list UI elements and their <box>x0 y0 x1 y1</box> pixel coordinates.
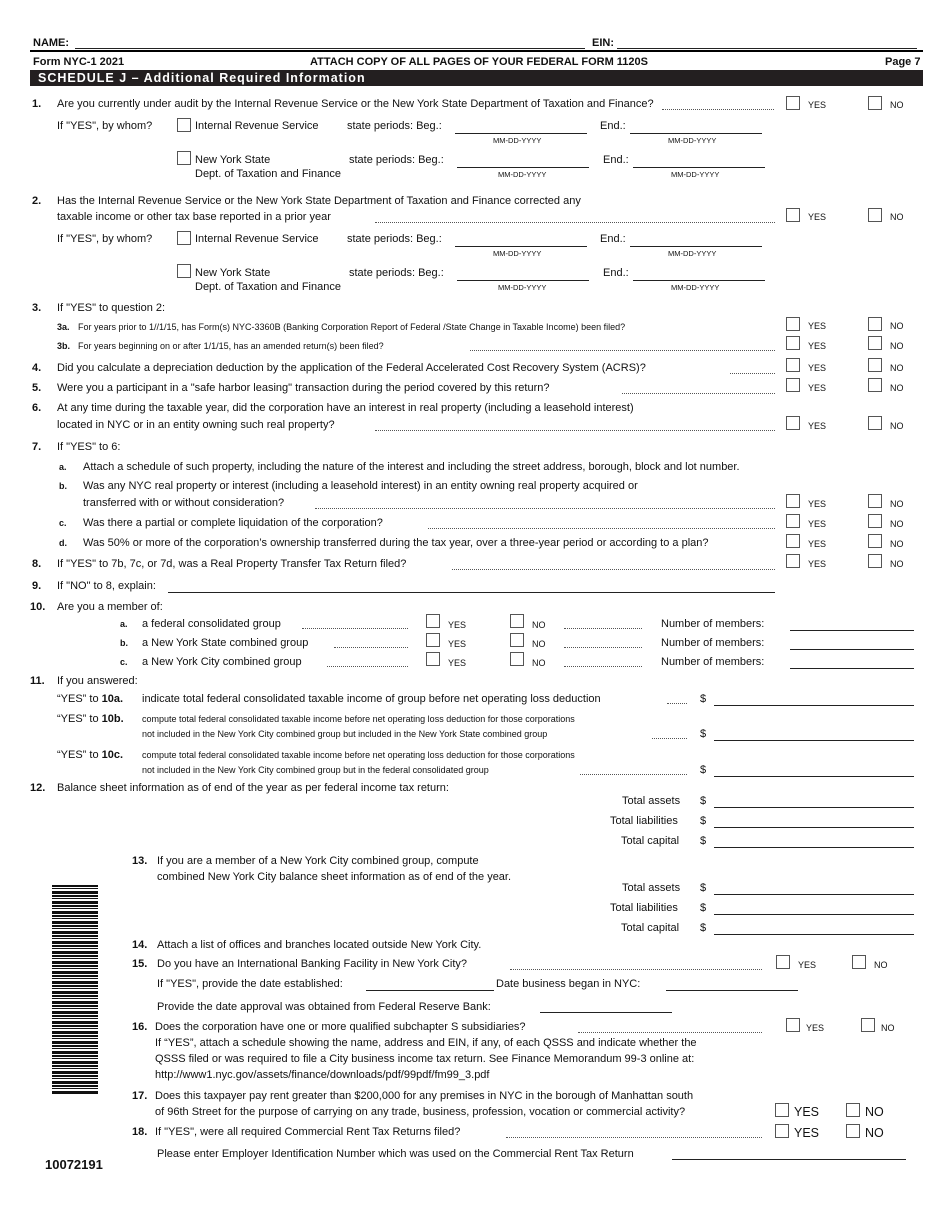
q10c-letter: c. <box>120 657 128 667</box>
q7b-no-checkbox[interactable] <box>868 494 882 508</box>
q1-by-whom: If "YES", by whom? <box>57 120 153 132</box>
q13-text-1: If you are a member of a New York City combined group, compute <box>157 855 479 867</box>
q11b-label: “YES” to 10b. <box>57 713 124 725</box>
q13-assets-label: Total assets <box>622 882 681 894</box>
q2-no-checkbox[interactable] <box>868 208 882 222</box>
q16-detail-2: QSSS filed or was required to file a City business income tax return. See Finance Memorandum 99-3 online at: <box>155 1053 695 1065</box>
q6-text-1: At any time during the taxable year, did the corporation have an interest in real property (including a leasehold interest) <box>57 402 634 414</box>
yes-label: YES <box>808 539 827 549</box>
q9-text: If "NO" to 8, explain: <box>57 580 156 592</box>
q2-text-1: Has the Internal Revenue Service or the New York State Department of Taxation and Finance corrected any <box>57 195 581 207</box>
q10a-letter: a. <box>120 619 128 629</box>
date-format: MM-DD-YYYY <box>668 249 717 258</box>
q2-irs-checkbox[interactable] <box>177 231 191 245</box>
q1-nys-label: New York State <box>195 154 271 166</box>
q7d-letter: d. <box>59 538 67 548</box>
q6-number: 6. <box>32 402 42 414</box>
q10a-no-checkbox[interactable] <box>510 614 524 628</box>
no-label: NO <box>532 658 546 668</box>
q15-approval-field[interactable] <box>540 1012 672 1013</box>
q1-nys-end-date[interactable] <box>633 167 765 168</box>
q3-number: 3. <box>32 302 42 314</box>
q7a-letter: a. <box>59 462 67 472</box>
q8-number: 8. <box>32 558 42 570</box>
leader-dots <box>428 528 775 529</box>
leader-dots <box>452 569 775 570</box>
q10b-members-field[interactable] <box>790 649 914 650</box>
yes-label: YES <box>806 1023 825 1033</box>
q15-approval-label: Provide the date approval was obtained from Federal Reserve Bank: <box>157 1001 491 1013</box>
leader-dots <box>315 508 775 509</box>
q16-detail-1: If “YES”, attach a schedule showing the name, address and EIN, if any, of each QSSS and indicate whether the <box>155 1037 697 1049</box>
q8-text: If "YES" to 7b, 7c, or 7d, was a Real Property Transfer Tax Return filed? <box>57 558 407 570</box>
q10c-text: a New York City combined group <box>142 656 302 668</box>
yes-label: YES <box>798 960 817 970</box>
leader-dots <box>564 666 642 667</box>
q18-text: If "YES", were all required Commercial Rent Tax Returns filed? <box>155 1126 461 1138</box>
q18-number: 18. <box>132 1126 148 1138</box>
q1-irs-checkbox[interactable] <box>177 118 191 132</box>
q10-text: Are you a member of: <box>57 601 163 613</box>
q10a-text: a federal consolidated group <box>142 618 281 630</box>
dollar-sign: $ <box>700 902 707 914</box>
q8-no-checkbox[interactable] <box>868 554 882 568</box>
q10b-no-checkbox[interactable] <box>510 633 524 647</box>
q11-number: 11. <box>30 675 45 687</box>
q13-liabilities-label: Total liabilities <box>610 902 678 914</box>
q13-capital-field[interactable] <box>714 934 914 935</box>
q9-explain-field[interactable] <box>168 592 775 593</box>
q2-irs-end-label: End.: <box>600 233 626 245</box>
yes-label: YES <box>808 421 827 431</box>
q2-irs-beg-label: state periods: Beg.: <box>347 233 442 245</box>
q13-number: 13. <box>132 855 148 867</box>
leader-dots <box>334 647 408 648</box>
q1-nys-dept: Dept. of Taxation and Finance <box>195 168 341 180</box>
q3a-number: 3a. <box>57 322 70 332</box>
q9-number: 9. <box>32 580 42 592</box>
q3a-no-checkbox[interactable] <box>868 317 882 331</box>
q6-no-checkbox[interactable] <box>868 416 882 430</box>
q11a-label: “YES” to 10a. <box>57 693 124 705</box>
q1-irs-beg-label: state periods: Beg.: <box>347 120 442 132</box>
q10a-yes-checkbox[interactable] <box>426 614 440 628</box>
q15-date-est-label: If "YES", provide the date established: <box>157 978 343 990</box>
dollar-sign: $ <box>700 795 707 807</box>
no-label: NO <box>890 363 904 373</box>
ein-label: EIN: <box>592 37 614 49</box>
form-id: Form NYC-1 2021 <box>33 56 125 68</box>
q3-text: If "YES" to question 2: <box>57 302 166 314</box>
q3b-yes-checkbox[interactable] <box>786 336 800 350</box>
no-label: NO <box>890 539 904 549</box>
q10c-no-checkbox[interactable] <box>510 652 524 666</box>
q14-text: Attach a list of offices and branches located outside New York City. <box>157 939 482 951</box>
q15-date-est-field[interactable] <box>366 990 494 991</box>
leader-dots <box>375 222 775 223</box>
yes-label: YES <box>808 383 827 393</box>
q7c-yes-checkbox[interactable] <box>786 514 800 528</box>
date-format: MM-DD-YYYY <box>493 136 542 145</box>
yes-label: YES <box>808 499 827 509</box>
crt-ein-label: Please enter Employer Identification Number which was used on the Commercial Rent Tax Return <box>157 1148 634 1160</box>
no-label: NO <box>865 1105 884 1119</box>
q4-yes-checkbox[interactable] <box>786 358 800 372</box>
q16-link[interactable]: http://www1.nyc.gov/assets/finance/downloads/pdf/99pdf/fm99_3.pdf <box>155 1069 490 1081</box>
q2-nys-beg-date[interactable] <box>457 280 589 281</box>
q7-number: 7. <box>32 441 42 453</box>
leader-dots <box>622 393 775 394</box>
q7c-no-checkbox[interactable] <box>868 514 882 528</box>
q2-text-2: taxable income or other tax base reported in a prior year <box>57 211 331 223</box>
q12-liabilities-label: Total liabilities <box>610 815 678 827</box>
q5-text: Were you a participant in a "safe harbor leasing" transaction during the period covered by this return? <box>57 382 550 394</box>
q11c-text-1: compute total federal consolidated taxable income before net operating loss deduction for those corporations <box>142 750 575 760</box>
dollar-sign: $ <box>700 764 707 776</box>
no-label: NO <box>890 100 904 110</box>
q7d-no-checkbox[interactable] <box>868 534 882 548</box>
q11b-text-2: not included in the New York City combined group but included in the New York State combined group <box>142 729 548 739</box>
yes-label: YES <box>808 341 827 351</box>
no-label: NO <box>532 639 546 649</box>
no-label: NO <box>865 1126 884 1140</box>
q1-irs-label: Internal Revenue Service <box>195 120 319 132</box>
no-label: NO <box>890 212 904 222</box>
yes-label: YES <box>808 363 827 373</box>
leader-dots <box>578 1032 762 1033</box>
q16-number: 16. <box>132 1021 148 1033</box>
q1-irs-end-label: End.: <box>600 120 626 132</box>
q6-yes-checkbox[interactable] <box>786 416 800 430</box>
yes-label: YES <box>808 321 827 331</box>
q10-number: 10. <box>30 601 46 613</box>
q16-yes-checkbox[interactable] <box>786 1018 800 1032</box>
schedule-title: SCHEDULE J – Additional Required Information <box>38 71 366 85</box>
q2-nys-dept: Dept. of Taxation and Finance <box>195 281 341 293</box>
q1-irs-beg-date[interactable] <box>455 133 587 134</box>
leader-dots <box>667 703 687 704</box>
q11b-text-1: compute total federal consolidated taxable income before net operating loss deduction for those corporations <box>142 714 575 724</box>
q7b-text-1: Was any NYC real property or interest (including a leasehold interest) in an entity owning real property acquired or <box>83 480 638 492</box>
q16-no-checkbox[interactable] <box>861 1018 875 1032</box>
q10b-text: a New York State combined group <box>142 637 309 649</box>
no-label: NO <box>890 559 904 569</box>
q17-text-2: of 96th Street for the purpose of carrying on any trade, business, profession, vocation or commercial activity? <box>155 1106 686 1118</box>
q1-nys-beg-date[interactable] <box>457 167 589 168</box>
q11-text: If you answered: <box>57 675 138 687</box>
q3a-yes-checkbox[interactable] <box>786 317 800 331</box>
attach-note: ATTACH COPY OF ALL PAGES OF YOUR FEDERAL FORM 1120S <box>310 56 648 68</box>
q5-yes-checkbox[interactable] <box>786 378 800 392</box>
q10b-members-label: Number of members: <box>661 637 765 649</box>
q4-no-checkbox[interactable] <box>868 358 882 372</box>
q17-text-1: Does this taxpayer pay rent greater than $200,000 for any premises in NYC in the borough of Manhattan south <box>155 1090 694 1102</box>
q3b-number: 3b. <box>57 341 71 351</box>
q11a-amount-field[interactable] <box>714 705 914 706</box>
date-format: MM-DD-YYYY <box>498 170 547 179</box>
q15-number: 15. <box>132 958 148 970</box>
leader-dots <box>375 430 775 431</box>
yes-label: YES <box>808 519 827 529</box>
q17-number: 17. <box>132 1090 148 1102</box>
q12-number: 12. <box>30 782 46 794</box>
q7a-text: Attach a schedule of such property, including the nature of the interest and including the street address, borough, block and lot number. <box>83 461 740 473</box>
no-label: NO <box>890 341 904 351</box>
q7b-letter: b. <box>59 481 67 491</box>
q1-nys-beg-label: state periods: Beg.: <box>349 154 444 166</box>
q12-capital-field[interactable] <box>714 847 914 848</box>
yes-label: YES <box>808 212 827 222</box>
date-format: MM-DD-YYYY <box>498 283 547 292</box>
leader-dots <box>652 738 687 739</box>
q13-capital-label: Total capital <box>621 922 680 934</box>
dollar-sign: $ <box>700 835 707 847</box>
date-format: MM-DD-YYYY <box>493 249 542 258</box>
no-label: NO <box>890 499 904 509</box>
q7d-yes-checkbox[interactable] <box>786 534 800 548</box>
q12-text: Balance sheet information as of end of the year as per federal income tax return: <box>57 782 449 794</box>
q2-nys-end-date[interactable] <box>633 280 765 281</box>
name-label: NAME: <box>33 37 70 49</box>
ein-field[interactable] <box>617 48 917 49</box>
q8-yes-checkbox[interactable] <box>786 554 800 568</box>
leader-dots <box>730 373 775 374</box>
q18-yes-checkbox[interactable] <box>775 1124 789 1138</box>
q1-no-checkbox[interactable] <box>868 96 882 110</box>
q2-irs-label: Internal Revenue Service <box>195 233 319 245</box>
dollar-sign: $ <box>700 728 707 740</box>
no-label: NO <box>890 383 904 393</box>
q1-text: Are you currently under audit by the Internal Revenue Service or the New York State Department of Taxation and Finance? <box>57 98 654 110</box>
q1-nys-end-label: End.: <box>603 154 629 166</box>
date-format: MM-DD-YYYY <box>671 170 720 179</box>
q1-number: 1. <box>32 98 42 110</box>
date-format: MM-DD-YYYY <box>671 283 720 292</box>
q7d-text: Was 50% or more of the corporation’s ownership transferred during the tax year, over a three-year period or according to a plan? <box>83 537 709 549</box>
crt-ein-field[interactable] <box>672 1159 906 1160</box>
q16-text: Does the corporation have one or more qualified subchapter S subsidiaries? <box>155 1021 526 1033</box>
q12-capital-label: Total capital <box>621 835 680 847</box>
q12-liabilities-field[interactable] <box>714 827 914 828</box>
yes-label: YES <box>448 658 467 668</box>
q11c-text-2: not included in the New York City combined group but in the federal consolidated group <box>142 765 489 775</box>
q4-text: Did you calculate a depreciation deduction by the application of the Federal Accelerated Cost Recovery System (ACRS)? <box>57 362 646 374</box>
q15-date-began-label: Date business began in NYC: <box>496 978 641 990</box>
q15-text: Do you have an International Banking Facility in New York City? <box>157 958 468 970</box>
q11b-amount-field[interactable] <box>714 740 914 741</box>
leader-dots <box>327 666 408 667</box>
leader-dots <box>302 628 408 629</box>
q10a-members-field[interactable] <box>790 630 914 631</box>
leader-dots <box>662 109 774 110</box>
q7c-letter: c. <box>59 518 67 528</box>
q2-nys-checkbox[interactable] <box>177 264 191 278</box>
leader-dots <box>564 628 642 629</box>
page-number: Page 7 <box>885 56 921 68</box>
no-label: NO <box>890 421 904 431</box>
date-format: MM-DD-YYYY <box>668 136 717 145</box>
q2-nys-beg-label: state periods: Beg.: <box>349 267 444 279</box>
q2-irs-beg-date[interactable] <box>455 246 587 247</box>
form-code: 10072191 <box>45 1157 103 1172</box>
q12-assets-label: Total assets <box>622 795 681 807</box>
no-label: NO <box>532 620 546 630</box>
yes-label: YES <box>794 1105 820 1119</box>
q1-irs-end-date[interactable] <box>630 133 762 134</box>
no-label: NO <box>890 321 904 331</box>
leader-dots <box>470 350 775 351</box>
q17-yes-checkbox[interactable] <box>775 1103 789 1117</box>
dollar-sign: $ <box>700 922 707 934</box>
q11c-label: “YES” to 10c. <box>57 749 124 761</box>
q4-number: 4. <box>32 362 42 374</box>
barcode <box>52 885 98 1095</box>
q10c-members-label: Number of members: <box>661 656 765 668</box>
q18-no-checkbox[interactable] <box>846 1124 860 1138</box>
q7b-yes-checkbox[interactable] <box>786 494 800 508</box>
q2-by-whom: If "YES", by whom? <box>57 233 153 245</box>
q15-no-checkbox[interactable] <box>852 955 866 969</box>
q15-yes-checkbox[interactable] <box>776 955 790 969</box>
q7b-text-2: transferred with or without consideration? <box>83 497 285 509</box>
q3b-text: For years beginning on or after 1/1/15, has an amended return(s) been filed? <box>78 341 384 351</box>
header-rule <box>30 50 923 52</box>
yes-label: YES <box>808 559 827 569</box>
no-label: NO <box>874 960 888 970</box>
dollar-sign: $ <box>700 693 707 705</box>
q3b-no-checkbox[interactable] <box>868 336 882 350</box>
q2-yes-checkbox[interactable] <box>786 208 800 222</box>
leader-dots <box>510 969 762 970</box>
q1-nys-checkbox[interactable] <box>177 151 191 165</box>
q7c-text: Was there a partial or complete liquidation of the corporation? <box>83 517 383 529</box>
q15-date-began-field[interactable] <box>666 990 798 991</box>
dollar-sign: $ <box>700 815 707 827</box>
q11c-amount-field[interactable] <box>714 776 914 777</box>
q10c-yes-checkbox[interactable] <box>426 652 440 666</box>
q2-nys-end-label: End.: <box>603 267 629 279</box>
leader-dots <box>506 1137 762 1138</box>
no-label: NO <box>881 1023 895 1033</box>
leader-dots <box>564 647 642 648</box>
name-field[interactable] <box>75 48 585 49</box>
q2-nys-label: New York State <box>195 267 271 279</box>
yes-label: YES <box>448 620 467 630</box>
yes-label: YES <box>808 100 827 110</box>
q13-text-2: combined New York City balance sheet information as of end of the year. <box>157 871 512 883</box>
q10a-members-label: Number of members: <box>661 618 765 630</box>
q17-no-checkbox[interactable] <box>846 1103 860 1117</box>
q7-text: If "YES" to 6: <box>57 441 121 453</box>
q5-no-checkbox[interactable] <box>868 378 882 392</box>
q10b-letter: b. <box>120 638 128 648</box>
q2-irs-end-date[interactable] <box>630 246 762 247</box>
q13-assets-field[interactable] <box>714 894 914 895</box>
no-label: NO <box>890 519 904 529</box>
q10c-members-field[interactable] <box>790 668 914 669</box>
yes-label: YES <box>794 1126 820 1140</box>
q5-number: 5. <box>32 382 42 394</box>
dollar-sign: $ <box>700 882 707 894</box>
q14-number: 14. <box>132 939 148 951</box>
q12-assets-field[interactable] <box>714 807 914 808</box>
q10b-yes-checkbox[interactable] <box>426 633 440 647</box>
q6-text-2: located in NYC or in an entity owning such real property? <box>57 419 335 431</box>
leader-dots <box>580 774 687 775</box>
q1-yes-checkbox[interactable] <box>786 96 800 110</box>
q13-liabilities-field[interactable] <box>714 914 914 915</box>
yes-label: YES <box>448 639 467 649</box>
q2-number: 2. <box>32 195 42 207</box>
q3a-text: For years prior to 1//1/15, has Form(s) NYC-3360B (Banking Corporation Report of Federal /State Change in Taxable Income) been filed? <box>78 322 626 332</box>
q11a-text: indicate total federal consolidated taxable income of group before net operating loss deduction <box>142 693 601 705</box>
